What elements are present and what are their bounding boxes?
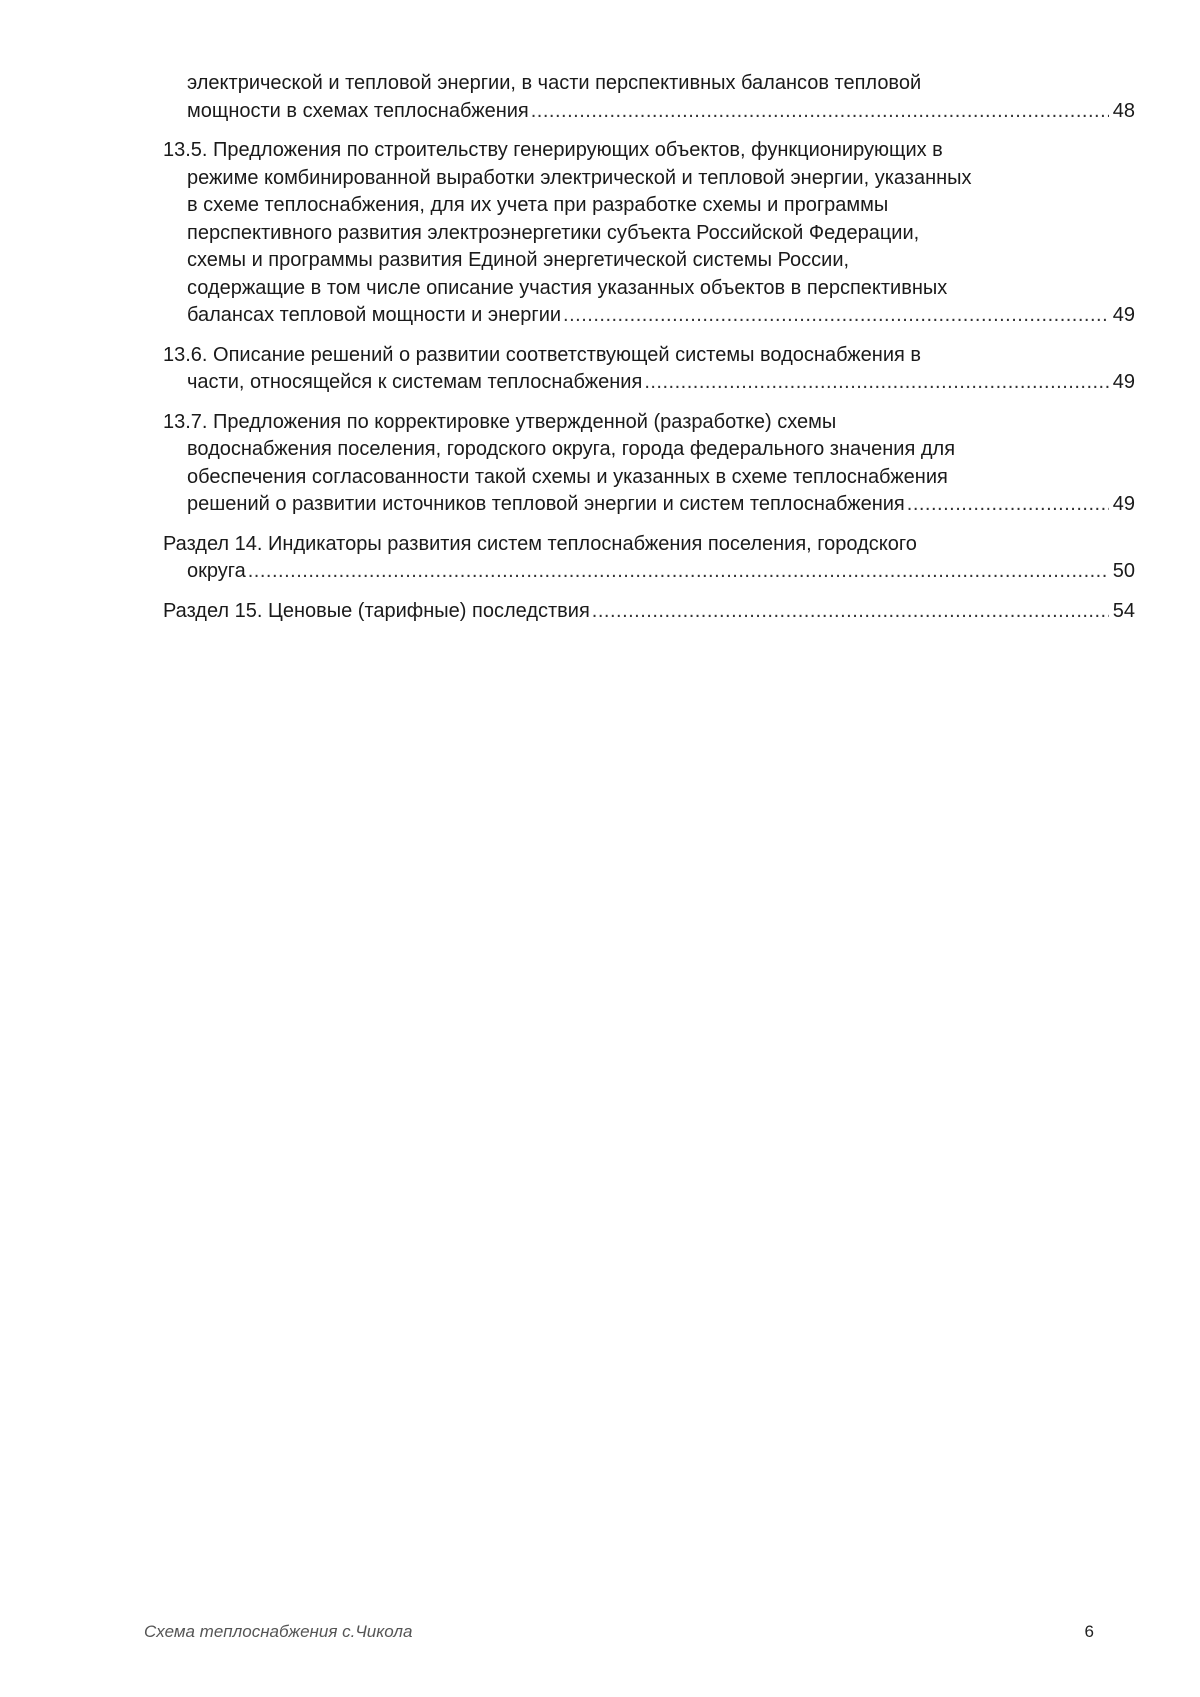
toc-dot-leader (531, 98, 1109, 126)
toc-entry-line (163, 491, 1135, 519)
toc-entry-line (163, 247, 1135, 275)
toc-entry-text: содержащие в том числе описание участия указанных объектов в перспективных (187, 276, 948, 299)
toc-entry-text: 13.7. Предложения по корректировке утвержденной (разработке) схемы (163, 410, 837, 433)
toc-entry-line (163, 436, 1135, 464)
toc-entry[interactable] (163, 531, 1135, 586)
toc-entry-text: решений о развитии источников тепловой энергии и систем теплоснабжения (187, 493, 905, 515)
toc-entry-text: части, относящейся к системам теплоснабжения (187, 371, 643, 393)
table-of-contents (163, 70, 1135, 637)
toc-entry-text: Раздел 15. Ценовые (тарифные) последствия (163, 599, 590, 622)
toc-entry-text: электрической и тепловой энергии, в части перспективных балансов тепловой (187, 72, 922, 94)
toc-entry[interactable] (163, 70, 1135, 125)
toc-entry-line (163, 137, 1135, 165)
toc-entry-text: перспективного развития электроэнергетики субъекта Российской Федерации, (187, 221, 920, 244)
toc-entry[interactable] (163, 598, 1135, 626)
toc-page-number: 48 (1112, 99, 1135, 122)
toc-dot-leader (592, 598, 1109, 626)
toc-dot-leader (563, 302, 1109, 330)
toc-entry-line (163, 302, 1135, 330)
footer-page-number: 6 (1084, 1622, 1094, 1641)
toc-entry-text: обеспечения согласованности такой схемы и указанных в схеме теплоснабжения (187, 465, 948, 488)
footer-document-title: Схема теплоснабжения с.Чикола (144, 1622, 413, 1641)
toc-entry-text: в схеме теплоснабжения, для их учета при разработке схемы и программы (187, 194, 889, 216)
toc-entry-line (163, 192, 1135, 220)
toc-page-number: 49 (1112, 493, 1135, 515)
toc-dot-leader (644, 369, 1108, 397)
toc-entry-text: округа (187, 560, 246, 582)
toc-entry-text: мощности в схемах теплоснабжения (187, 99, 529, 122)
toc-entry-text: режиме комбинированной выработки электрической и тепловой энергии, указанных (187, 166, 972, 189)
toc-entry-text: схемы и программы развития Единой энергетической системы России, (187, 249, 850, 271)
toc-entry[interactable] (163, 342, 1135, 397)
toc-dot-leader (248, 558, 1109, 586)
toc-entry-line (163, 464, 1135, 492)
toc-entry-line (163, 409, 1135, 437)
toc-entry-line (163, 220, 1135, 248)
toc-entry[interactable] (163, 137, 1135, 330)
toc-entry-line (163, 342, 1135, 370)
toc-page-number: 50 (1112, 560, 1135, 582)
page-footer (144, 1622, 1094, 1642)
toc-entry-text: водоснабжения поселения, городского округа, города федерального значения для (187, 438, 956, 460)
toc-entry-line (163, 70, 1135, 98)
toc-entry-line (163, 531, 1135, 559)
toc-dot-leader (907, 491, 1109, 519)
toc-page-number: 49 (1112, 304, 1135, 326)
toc-entry-text: балансах тепловой мощности и энергии (187, 304, 562, 326)
toc-entry-line (163, 165, 1135, 193)
toc-page-number: 54 (1112, 599, 1135, 622)
toc-entry-text: 13.5. Предложения по строительству генерирующих объектов, функционирующих в (163, 139, 943, 161)
toc-entry[interactable] (163, 409, 1135, 519)
toc-entry-line (163, 275, 1135, 303)
toc-entry-line (163, 98, 1135, 126)
toc-page-number: 49 (1112, 371, 1135, 393)
toc-entry-text: Раздел 14. Индикаторы развития систем теплоснабжения поселения, городского (163, 532, 917, 555)
toc-entry-line (163, 558, 1135, 586)
toc-entry-line (163, 598, 1135, 626)
toc-entry-text: 13.6. Описание решений о развитии соответствующей системы водоснабжения в (163, 343, 922, 366)
toc-entry-line (163, 369, 1135, 397)
